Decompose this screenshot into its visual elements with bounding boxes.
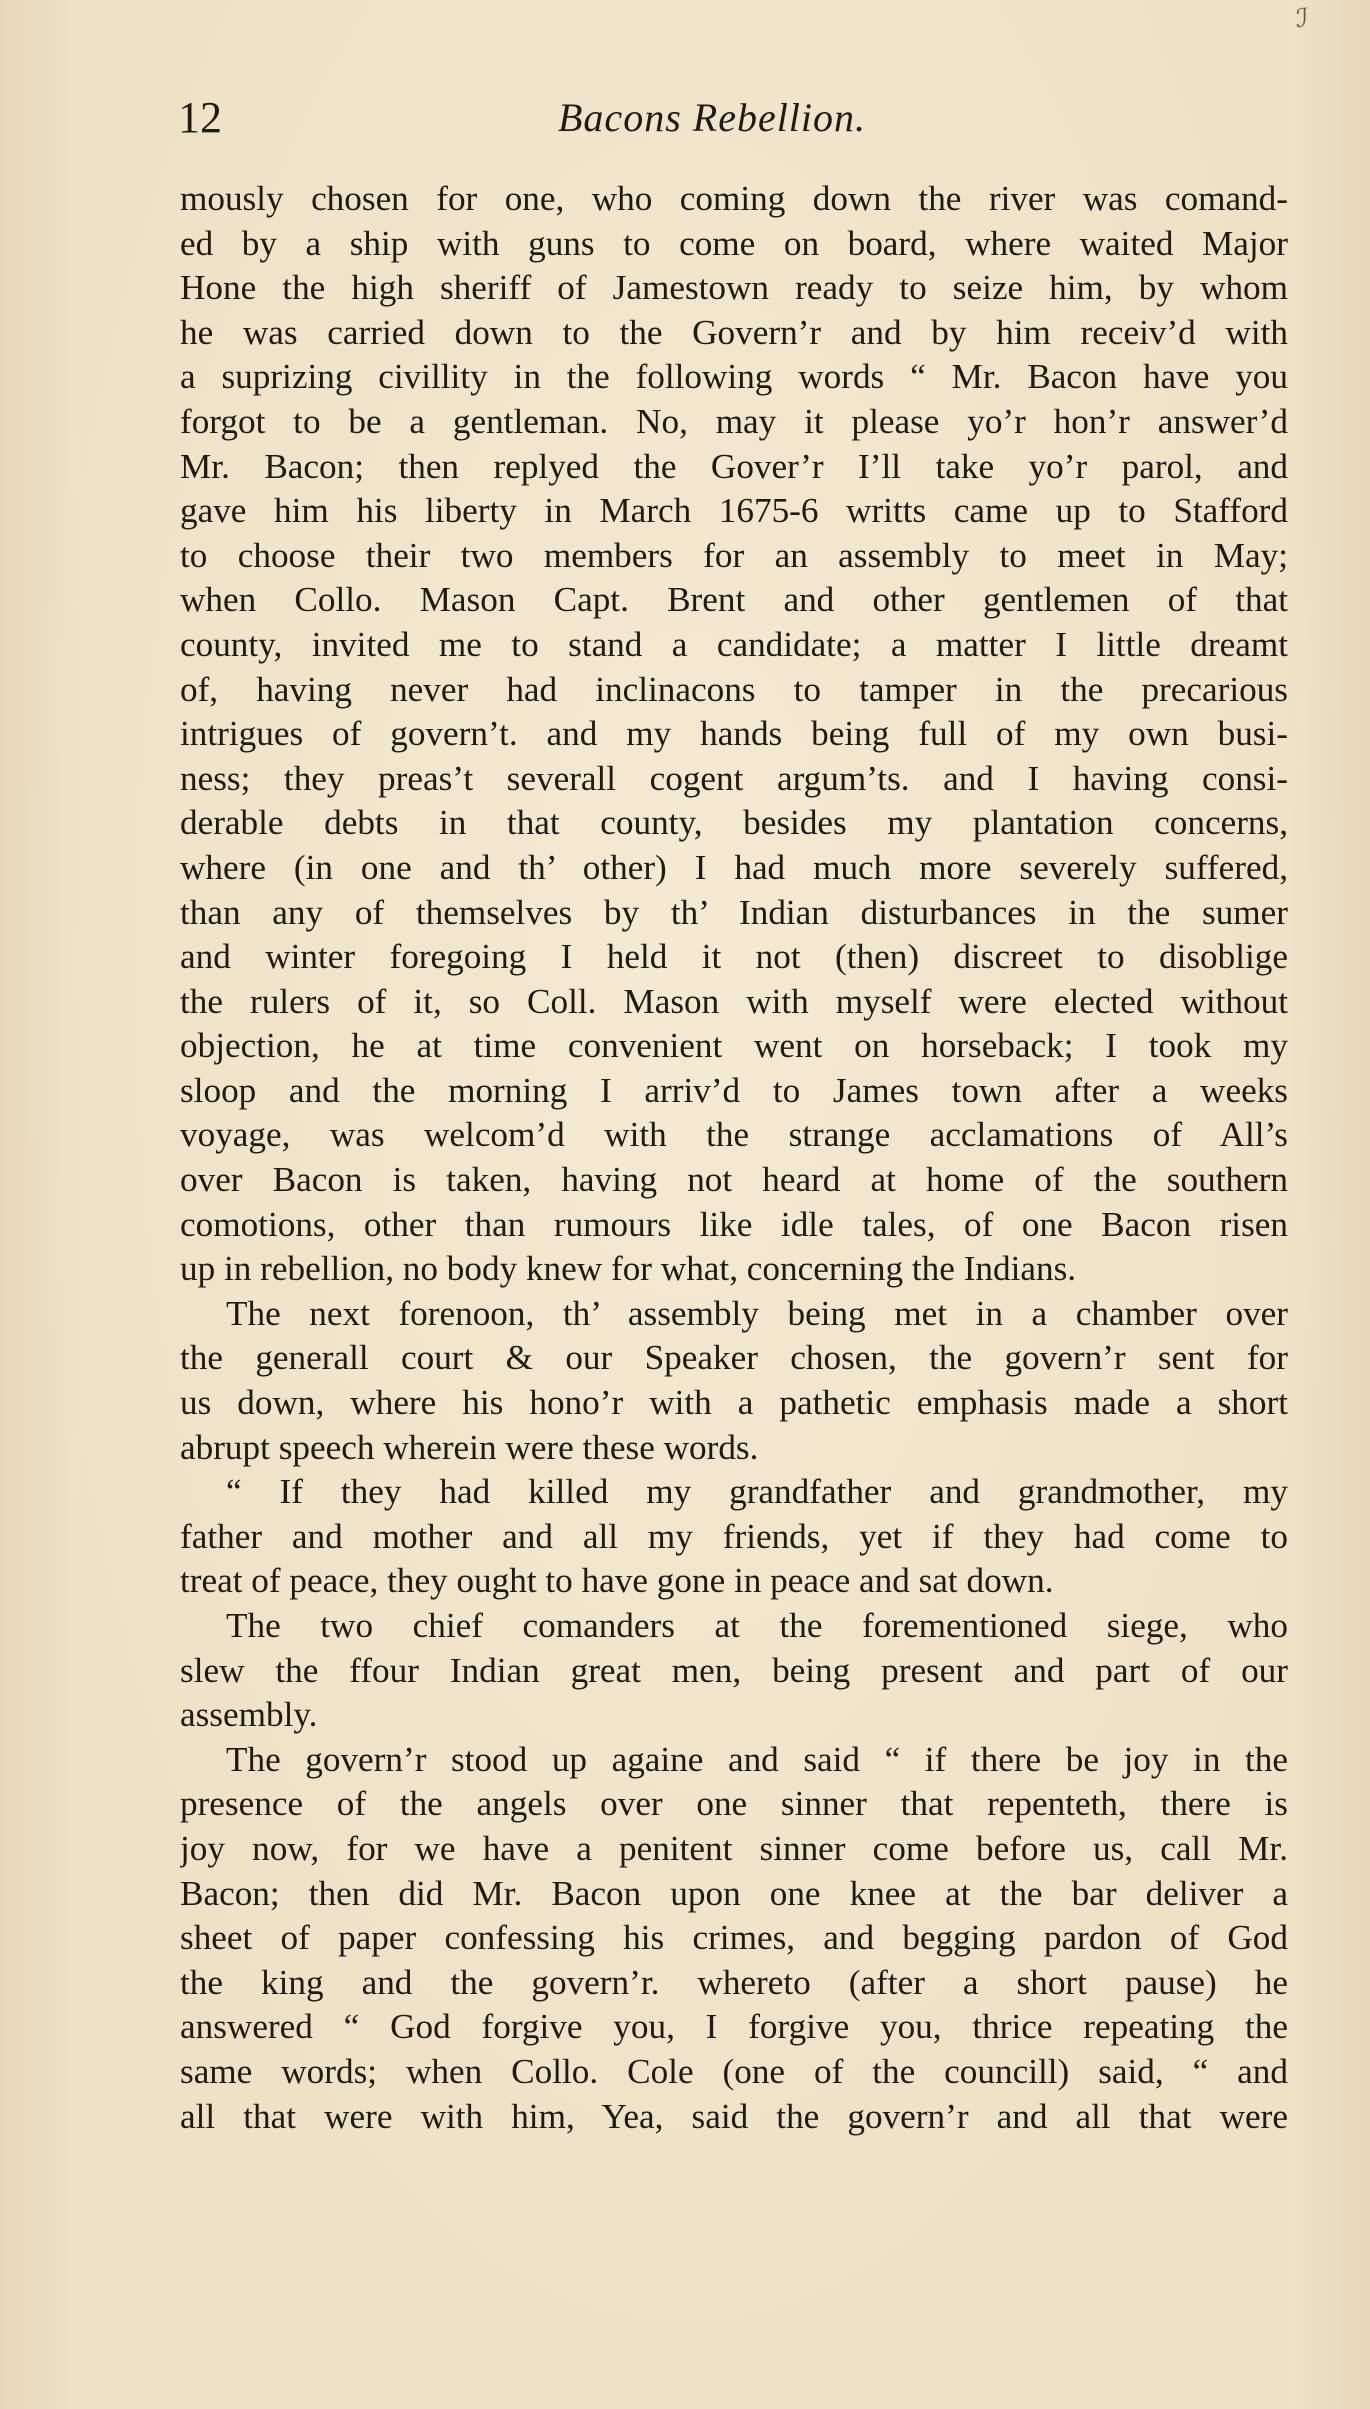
text-line: joy now, for we have a penitent sinner come before us, call Mr. — [180, 1828, 1288, 1868]
text-line: The govern’r stood up againe and said “ if there be joy in the — [226, 1739, 1288, 1779]
text-line: abrupt speech wherein were these words. — [180, 1427, 759, 1467]
text-line: all that were with him, Yea, said the govern’r and all that were — [180, 2096, 1288, 2136]
text-line: sheet of paper confessing his crimes, and begging pardon of God — [180, 1918, 1288, 1958]
text-line: derable debts in that county, besides my plantation concerns, — [180, 803, 1288, 843]
text-line: the generall court & our Speaker chosen, the govern’r sent for — [180, 1338, 1288, 1378]
text-line: a suprizing civillity in the following words “ Mr. Bacon have you — [180, 357, 1288, 397]
running-head: Bacons Rebellion. — [558, 95, 867, 140]
text-line: than any of themselves by th’ Indian disturbances in the sumer — [180, 892, 1288, 932]
text-line: forgot to be a gentleman. No, may it please yo’r hon’r answer’d — [180, 401, 1288, 441]
text-line: assembly. — [180, 1695, 318, 1735]
text-line: ed by a ship with guns to come on board, where waited Major — [180, 223, 1288, 263]
text-line: objection, he at time convenient went on horseback; I took my — [180, 1026, 1288, 1066]
text-line: over Bacon is taken, having not heard at home of the southern — [180, 1160, 1288, 1200]
text-line: voyage, was welcom’d with the strange acclamations of All’s — [180, 1115, 1288, 1155]
text-line: Hone the high sheriff of Jamestown ready to seize him, by whom — [180, 268, 1288, 308]
page-number: 12 — [178, 93, 222, 142]
corner-mark: ℐ — [1296, 4, 1309, 34]
text-line: The next forenoon, th’ assembly being met in a chamber over — [226, 1293, 1288, 1333]
text-line: Bacon; then did Mr. Bacon upon one knee at the bar deliver a — [180, 1873, 1288, 1913]
text-line: same words; when Collo. Cole (one of the councill) said, “ and — [180, 2051, 1288, 2091]
text-line: presence of the angels over one sinner that repenteth, there is — [180, 1784, 1288, 1824]
text-line: us down, where his hono’r with a pathetic emphasis made a short — [180, 1383, 1288, 1423]
text-line: ness; they preas’t severall cogent argum’ts. and I having consi- — [180, 758, 1288, 798]
text-line: slew the ffour Indian great men, being present and part of our — [180, 1650, 1288, 1690]
text-line: Mr. Bacon; then replyed the Gover’r I’ll take yo’r parol, and — [180, 446, 1288, 486]
text-line: the king and the govern’r. whereto (after a short pause) he — [180, 1962, 1288, 2002]
text-line: the rulers of it, so Coll. Mason with myself were elected without — [180, 981, 1288, 1021]
body-text — [180, 177, 1288, 2139]
text-line: gave him his liberty in March 1675-6 writts came up to Stafford — [180, 491, 1288, 531]
text-line: of, having never had inclinacons to tamper in the precarious — [180, 669, 1288, 709]
text-line: “ If they had killed my grandfather and grandmother, my — [226, 1472, 1288, 1512]
text-line: up in rebellion, no body knew for what, concerning the Indians. — [180, 1249, 1077, 1289]
text-line: intrigues of govern’t. and my hands being full of my own busi- — [180, 714, 1288, 754]
text-line: county, invited me to stand a candidate; a matter I little dreamt — [180, 624, 1288, 664]
text-line: when Collo. Mason Capt. Brent and other gentlemen of that — [180, 580, 1288, 620]
text-line: answered “ God forgive you, I forgive you, thrice repeating the — [180, 2007, 1288, 2047]
text-line: The two chief comanders at the forementioned siege, who — [226, 1606, 1288, 1645]
text-line: to choose their two members for an assembly to meet in May; — [180, 535, 1288, 575]
text-line: and winter foregoing I held it not (then) discreet to disoblige — [180, 937, 1288, 977]
text-line: treat of peace, they ought to have gone in peace and sat down. — [180, 1561, 1054, 1601]
page-header — [178, 88, 1298, 148]
text-line: mously chosen for one, who coming down the river was comand- — [180, 179, 1288, 218]
text-line: father and mother and all my friends, yet if they had come to — [180, 1516, 1288, 1556]
text-line: comotions, other than rumours like idle tales, of one Bacon risen — [180, 1204, 1288, 1244]
text-line: where (in one and th’ other) I had much more severely suffered, — [180, 847, 1288, 887]
text-line: sloop and the morning I arriv’d to James town after a weeks — [180, 1070, 1288, 1110]
text-line: he was carried down to the Govern’r and by him receiv’d with — [180, 312, 1288, 352]
